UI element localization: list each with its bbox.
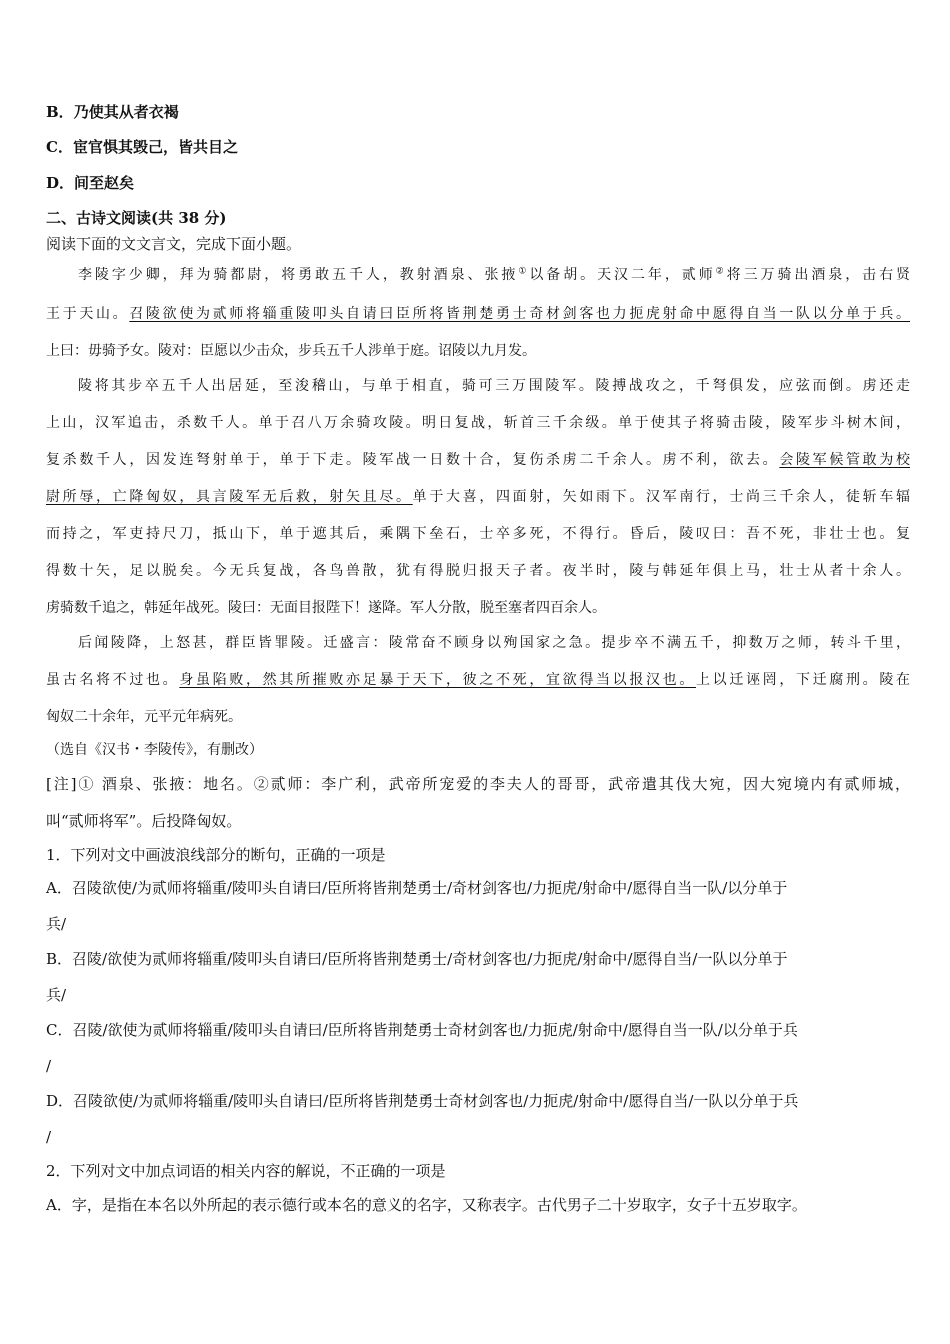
q2-option-a: A．字，是指在本名以外所起的表示德行或本名的意义的名字，又称表字。古代男子二十岁取字，女子十五岁取字。 (46, 1196, 807, 1214)
prev-option-c (46, 137, 910, 157)
q1-option-d-line1: D．召陵欲使/为贰师将辎重/陵叩头自请曰/臣所将皆荆楚勇士奇材剑客也/力扼虎/射命中/愿得自当/一队以分单于兵 (46, 1092, 799, 1110)
passage-line: 上山，汉军追击，杀数千人。单于召八万余骑攻陵。明日复战，斩首三千余级。单于使其子将骑击陵，陵军步斗树木间， (46, 415, 910, 431)
passage-line: 复杀数千人，因发连弩射单于，单于下走。陵军战一日数十合，复伤杀虏二千余人。虏不利，欲去。会陵军候管敢为校 (46, 452, 910, 468)
passage-line: 上曰：毋骑予女。陵对：臣愿以少击众，步兵五千人涉单于庭。诏陵以九月发。 (46, 343, 536, 359)
footnote-marker: ① (518, 266, 530, 277)
passage-line: 虏骑数千追之，韩延年战死。陵曰：无面目报陛下！遂降。军人分散，脱至塞者四百余人。 (46, 600, 606, 616)
option-label: C． (46, 138, 73, 156)
underlined-sentence: 会陵军候管敢为校 (779, 452, 910, 468)
prev-option-b (46, 102, 910, 122)
q1-option-b-line1: B．召陵/欲使为贰师将辎重/陵叩头自请曰/臣所将皆荆楚勇士/奇材剑客也/力扼虎/射命中/愿得自当/一队以分单于 (46, 950, 788, 968)
footnote-marker: ② (715, 266, 727, 277)
prev-option-d (46, 173, 910, 193)
option-label: B． (46, 103, 74, 121)
q1-option-a-line2: 兵/ (46, 915, 67, 933)
note-line: [注]① 酒泉、张掖：地名。②贰师：李广利，武帝所宠爱的李夫人的哥哥，武帝遣其伐大宛，因大宛境内有贰师城， (46, 775, 910, 793)
source-citation: （选自《汉书・李陵传》，有删改） (46, 742, 263, 758)
passage-line: 而持之，军吏持尺刀，抵山下，单于遮其后，乘隅下垒石，士卒多死，不得行。昏后，陵叹曰：吾不死，非壮士也。复 (46, 526, 910, 542)
wavy-underline-segment: 召陵欲使为贰师将辎重陵叩头自请曰臣所将皆荆楚勇士奇材剑客也力扼虎射命中愿得自当一队以分单于兵。 (129, 306, 910, 322)
passage-line: 王于天山。召陵欲使为贰师将辎重陵叩头自请曰臣所将皆荆楚勇士奇材剑客也力扼虎射命中愿得自当一队以分单于兵。 (46, 306, 910, 322)
note-line: 叫“贰师将军”。后投降匈奴。 (46, 812, 242, 830)
q1-option-c-line2: / (46, 1057, 52, 1075)
section-instruction: 阅读下面的文文言文，完成下面小题。 (46, 235, 302, 253)
section-title: 二、古诗文阅读(共 38 分) (46, 209, 227, 227)
passage-line: 李陵字少卿，拜为骑都尉，将勇敢五千人，教射酒泉、张掖①以备胡。天汉二年，贰师②将三万骑出酒泉，击右贤 (78, 266, 910, 283)
passage-line: 陵将其步卒五千人出居延，至浚稽山，与单于相直，骑可三万围陵军。陵搏战攻之，千弩俱发，应弦而倒。虏还走 (78, 378, 910, 394)
underlined-sentence: 尉所辱，亡降匈奴，具言陵军无后救，射矢且尽。 (46, 489, 413, 505)
question-2-stem: 2．下列对文中加点词语的相关内容的解说，不正确的一项是 (46, 1162, 446, 1180)
passage-line: 匈奴二十余年，元平元年病死。 (46, 709, 242, 725)
passage-line: 后闻陵降，上怒甚，群臣皆罪陵。迁盛言：陵常奋不顾身以殉国家之急。提步卒不满五千，抑数万之师，转斗千里， (78, 635, 910, 651)
question-1-stem: 1．下列对文中画波浪线部分的断句，正确的一项是 (46, 846, 386, 864)
option-text: 间至赵矣 (74, 174, 135, 192)
passage-line: 尉所辱，亡降匈奴，具言陵军无后救，射矢且尽。单于大喜，四面射，矢如雨下。汉军南行，士尚三千余人，徒斩车辐 (46, 489, 910, 505)
q1-option-d-line2: / (46, 1128, 52, 1146)
passage-line: 得数十矢，足以脱矣。今无兵复战，各鸟兽散，犹有得脱归报天子者。夜半时，陵与韩延年俱上马，壮士从者十余人。 (46, 563, 910, 579)
option-text: 乃使其从者衣褐 (73, 103, 179, 121)
passage-line: 虽古名将不过也。身虽陷败，然其所摧败亦足暴于天下，彼之不死，宜欲得当以报汉也。上以迁诬罔，下迁腐刑。陵在 (46, 672, 910, 688)
underlined-sentence: 身虽陷败，然其所摧败亦足暴于天下，彼之不死，宜欲得当以报汉也。 (179, 672, 697, 688)
q1-option-a-line1: A．召陵欲使/为贰师将辎重/陵叩头自请曰/臣所将皆荆楚勇士/奇材剑客也/力扼虎/射命中/愿得自当一队/以分单于 (46, 879, 788, 897)
option-label: D． (46, 174, 75, 192)
q1-option-b-line2: 兵/ (46, 986, 67, 1004)
option-text: 宦官惧其毁己，皆共目之 (72, 138, 238, 156)
q1-option-c-line1: C．召陵/欲使为贰师将辎重/陵叩头自请曰/臣所将皆荆楚勇士奇材剑客也/力扼虎/射命中/愿得自当一队/以分单于兵 (46, 1021, 798, 1039)
